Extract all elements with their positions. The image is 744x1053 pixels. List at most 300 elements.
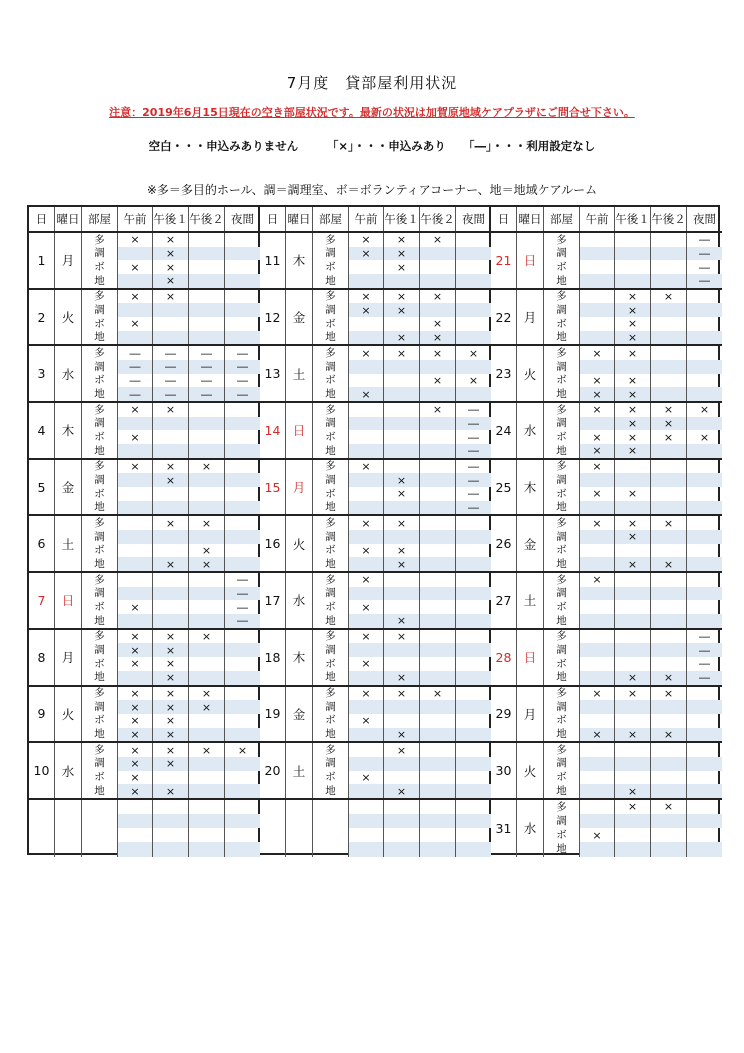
booking-cell (651, 828, 686, 842)
booking-cell (189, 600, 224, 614)
booking-cell: ― (237, 374, 248, 388)
booking-cell (651, 630, 686, 644)
time-slot-column (651, 743, 687, 798)
time-slot-column (189, 516, 225, 571)
booking-cell: × (153, 557, 188, 571)
booking-cell (225, 714, 260, 728)
booking-cell (349, 374, 383, 388)
booking-cell (118, 814, 152, 828)
booking-cell (456, 828, 491, 842)
booking-cell: ― (468, 403, 479, 417)
time-slot-column (118, 290, 153, 345)
day-number: 14 (260, 403, 286, 458)
room-label: 地 (94, 614, 105, 627)
day-number: 11 (260, 233, 286, 288)
booking-cell (349, 260, 383, 274)
booking-cell (420, 614, 455, 628)
booking-cell (384, 842, 419, 856)
booking-cell (349, 671, 383, 685)
booking-cell (687, 784, 722, 798)
booking-cell (651, 317, 686, 331)
time-slot-column (189, 290, 225, 345)
booking-cell (651, 757, 686, 771)
booking-cell: × (361, 600, 371, 614)
time-slot-column (118, 573, 153, 628)
booking-cell (189, 403, 224, 417)
booking-cell: ― (118, 360, 152, 374)
room-abbreviation-note: ※多＝多目的ホール、調＝調理室、ボ＝ボランティアコーナー、地＝地域ケアルーム (146, 183, 598, 197)
booking-cell: × (663, 800, 674, 814)
time-slot-column (189, 460, 225, 515)
time-slot-column (349, 290, 384, 345)
booking-cell (580, 331, 614, 345)
time-slot-column (225, 460, 260, 515)
booking-cell (456, 757, 491, 771)
time-slot-column (225, 516, 260, 571)
booking-cell: ― (165, 346, 176, 360)
header-room: 部屋 (82, 207, 118, 231)
booking-cell (687, 728, 722, 742)
day-number: 18 (260, 630, 286, 685)
room-label: ボ (94, 657, 105, 670)
booking-cell: × (361, 290, 371, 304)
day-number: 17 (260, 573, 286, 628)
booking-cell: × (153, 671, 188, 685)
time-slot-column (153, 743, 189, 798)
booking-cell (420, 800, 455, 814)
weekday-label: 火 (517, 346, 544, 401)
booking-cell (651, 587, 686, 601)
day-number: 10 (29, 743, 55, 798)
page-title: 7月度 貸部屋利用状況 (286, 74, 458, 92)
day-row (29, 403, 260, 460)
booking-cell (420, 714, 455, 728)
room-labels (313, 233, 349, 288)
booking-cell: × (627, 686, 638, 700)
booking-cell (615, 757, 650, 771)
room-label: 調 (94, 247, 105, 260)
room-label: 多 (94, 346, 105, 359)
booking-cell (189, 274, 224, 288)
booking-cell (189, 643, 224, 657)
time-slot-column (651, 687, 687, 742)
booking-cell (118, 800, 152, 814)
booking-cell: ― (468, 487, 479, 501)
time-slot-column (615, 743, 651, 798)
room-labels (313, 800, 349, 857)
booking-cell (456, 516, 491, 530)
time-slot-column (153, 460, 189, 515)
booking-cell (349, 828, 383, 842)
booking-cell: × (201, 630, 212, 644)
booking-cell (225, 303, 260, 317)
booking-cell (189, 828, 224, 842)
room-label (313, 814, 348, 828)
booking-cell: × (153, 643, 188, 657)
time-slot-column (384, 743, 420, 798)
booking-cell (225, 444, 260, 458)
header-am: 午前 (118, 207, 153, 231)
booking-cell (580, 814, 614, 828)
booking-cell: × (153, 274, 188, 288)
booking-cell (420, 544, 455, 558)
booking-cell: × (165, 403, 176, 417)
booking-cell (225, 501, 260, 515)
time-slot-column (384, 573, 420, 628)
booking-cell (420, 814, 455, 828)
time-slot-column (456, 687, 491, 742)
room-label: 調 (556, 530, 567, 543)
booking-cell: × (580, 387, 614, 401)
time-slot-column (615, 403, 651, 458)
booking-cell (687, 530, 722, 544)
booking-cell (153, 573, 188, 587)
booking-cell (153, 331, 188, 345)
room-label: 地 (556, 274, 567, 287)
booking-cell (651, 374, 686, 388)
booking-cell (384, 460, 419, 474)
time-slot-column (189, 743, 225, 798)
room-label: 多 (325, 687, 336, 700)
booking-cell (687, 460, 722, 474)
room-labels (544, 743, 580, 798)
time-slot-column (687, 743, 722, 798)
booking-cell (456, 557, 491, 571)
booking-cell (349, 614, 383, 628)
booking-cell (189, 233, 224, 247)
booking-cell (118, 444, 152, 458)
room-label: 地 (94, 274, 105, 287)
booking-cell (615, 657, 650, 671)
room-label: ボ (556, 260, 567, 273)
weekday-label: 日 (286, 403, 313, 458)
booking-cell (384, 600, 419, 614)
time-slot-column (456, 800, 491, 857)
booking-cell (651, 460, 686, 474)
booking-cell (456, 842, 491, 856)
booking-cell (225, 260, 260, 274)
booking-cell (420, 501, 455, 515)
header-night: 夜間 (693, 212, 716, 226)
booking-cell (189, 800, 224, 814)
header-am: 午前 (349, 207, 384, 231)
time-slot-column (118, 630, 153, 685)
booking-cell (615, 360, 650, 374)
booking-cell (615, 814, 650, 828)
booking-cell (189, 784, 224, 798)
room-labels (82, 460, 118, 515)
booking-cell: × (699, 403, 710, 417)
booking-cell (580, 360, 614, 374)
booking-cell: × (384, 671, 419, 685)
booking-cell (456, 657, 491, 671)
room-label: 多 (325, 290, 336, 303)
room-label: 調 (556, 360, 567, 373)
header-am: 午前 (580, 207, 615, 231)
booking-cell: × (432, 317, 443, 331)
time-slot-column (687, 516, 722, 571)
booking-cell: × (361, 346, 371, 360)
booking-cell (651, 657, 686, 671)
time-slot-column (189, 233, 225, 288)
day-row (260, 516, 491, 573)
room-label: 多 (325, 517, 336, 530)
booking-cell: × (165, 686, 176, 700)
room-label: 多 (94, 517, 105, 530)
booking-cell (456, 290, 491, 304)
booking-cell (651, 260, 686, 274)
room-label: 地 (325, 274, 336, 287)
booking-cell (225, 700, 260, 714)
weekday-label (55, 800, 82, 857)
booking-cell (153, 487, 188, 501)
booking-cell: × (130, 630, 140, 644)
weekday-label: 火 (55, 687, 82, 742)
room-labels (82, 800, 118, 857)
time-slot-column (420, 630, 456, 685)
booking-cell (349, 643, 383, 657)
booking-cell (687, 800, 722, 814)
booking-cell (456, 671, 491, 685)
time-slot-column (153, 290, 189, 345)
booking-cell: × (384, 303, 419, 317)
booking-cell: × (361, 630, 371, 644)
booking-cell (349, 743, 383, 757)
room-labels (544, 290, 580, 345)
booking-cell (651, 530, 686, 544)
booking-cell (189, 728, 224, 742)
day-number: 12 (260, 290, 286, 345)
booking-cell (420, 473, 455, 487)
time-slot-column (580, 743, 615, 798)
booking-cell (225, 784, 260, 798)
booking-cell (687, 714, 722, 728)
booking-cell (225, 487, 260, 501)
booking-cell: × (130, 460, 140, 474)
room-label: ボ (556, 430, 567, 443)
booking-cell: ― (129, 374, 141, 388)
booking-cell: × (361, 686, 371, 700)
day-number: 15 (260, 460, 286, 515)
booking-cell (687, 444, 722, 458)
booking-cell: ― (699, 233, 710, 247)
header-weekday: 曜日 (517, 207, 544, 231)
room-label: ボ (325, 714, 336, 727)
booking-cell (153, 771, 188, 785)
room-label: ボ (325, 544, 336, 557)
booking-cell: × (201, 544, 212, 558)
weekday-label: 土 (286, 743, 313, 798)
booking-cell (580, 501, 614, 515)
header-night: 夜間 (462, 212, 485, 226)
time-slot-column (349, 573, 384, 628)
room-label: 調 (325, 474, 336, 486)
day-row (29, 573, 260, 630)
room-label: 地 (94, 784, 105, 797)
day-row (491, 460, 722, 517)
time-slot-column (456, 573, 491, 628)
time-slot-column (349, 743, 384, 798)
booking-cell (456, 614, 491, 628)
time-slot-column (118, 743, 153, 798)
booking-cell (420, 828, 455, 842)
booking-cell: ― (118, 387, 152, 401)
time-slot-column (118, 800, 153, 857)
room-label: 調 (325, 530, 336, 543)
booking-cell (420, 516, 455, 530)
day-row (260, 743, 491, 800)
booking-cell: ― (456, 417, 491, 431)
booking-cell: × (592, 430, 602, 444)
booking-cell: × (361, 233, 371, 247)
room-label: 地 (94, 671, 105, 684)
day-number: 6 (29, 516, 55, 571)
booking-cell (615, 600, 650, 614)
room-label: 多 (94, 687, 105, 700)
booking-cell (651, 387, 686, 401)
booking-cell: × (396, 346, 407, 360)
time-slot-column (615, 346, 651, 401)
booking-cell (420, 444, 455, 458)
room-labels (544, 630, 580, 685)
room-label: 多 (556, 233, 567, 246)
day-number: 16 (260, 516, 286, 571)
booking-cell (225, 530, 260, 544)
time-slot-column (189, 573, 225, 628)
booking-cell: × (361, 460, 371, 474)
room-label: 地 (325, 614, 336, 627)
room-label: ボ (556, 601, 567, 614)
booking-cell: × (627, 516, 638, 530)
booking-cell (420, 303, 455, 317)
booking-cell (687, 757, 722, 771)
booking-cell: ― (189, 360, 224, 374)
room-label: ボ (94, 601, 105, 614)
day-number: 21 (491, 233, 517, 288)
time-slot-column (384, 630, 420, 685)
day-number: 24 (491, 403, 517, 458)
booking-cell (580, 842, 614, 856)
room-label: 調 (556, 247, 567, 260)
booking-cell (687, 828, 722, 842)
day-row (491, 290, 722, 347)
booking-cell (687, 771, 722, 785)
time-slot-column (384, 516, 420, 571)
room-label: ボ (556, 487, 567, 500)
booking-cell: × (396, 233, 407, 247)
booking-cell (189, 247, 224, 261)
time-slot-column (349, 687, 384, 742)
room-label: ボ (94, 714, 105, 727)
time-slot-column (118, 403, 153, 458)
time-slot-column (580, 687, 615, 742)
room-label: 調 (325, 757, 336, 770)
time-slot-column (615, 800, 651, 857)
room-label: ボ (94, 374, 105, 387)
room-labels (313, 346, 349, 401)
booking-cell (349, 444, 383, 458)
room-label: 地 (325, 444, 336, 457)
booking-cell (651, 233, 686, 247)
booking-cell: × (396, 260, 407, 274)
time-slot-column (456, 403, 491, 458)
time-slot-column (384, 687, 420, 742)
booking-cell: ― (225, 387, 260, 401)
booking-cell (118, 842, 152, 856)
booking-cell (225, 657, 260, 671)
weekday-label: 月 (55, 233, 82, 288)
booking-cell (687, 516, 722, 530)
booking-cell (384, 814, 419, 828)
booking-cell: × (165, 460, 176, 474)
time-slot-column (420, 460, 456, 515)
booking-cell (420, 771, 455, 785)
booking-cell (349, 430, 383, 444)
booking-cell (384, 387, 419, 401)
day-number: 1 (29, 233, 55, 288)
booking-cell: × (592, 346, 602, 360)
booking-cell: ― (687, 274, 722, 288)
booking-cell: × (165, 714, 176, 728)
booking-cell (118, 587, 152, 601)
booking-cell (384, 417, 419, 431)
booking-cell (580, 303, 614, 317)
schedule-table (27, 205, 720, 855)
day-number: 28 (491, 630, 517, 685)
booking-cell (225, 417, 260, 431)
booking-cell (420, 557, 455, 571)
booking-cell (118, 614, 152, 628)
booking-cell (349, 473, 383, 487)
room-label: 多 (325, 403, 336, 416)
weekday-label: 月 (517, 687, 544, 742)
room-label (313, 800, 348, 814)
booking-cell (349, 728, 383, 742)
day-row (260, 573, 491, 630)
time-slot-column (456, 233, 491, 288)
booking-cell: × (615, 557, 650, 571)
booking-cell: ― (687, 643, 722, 657)
time-slot-column (687, 573, 722, 628)
booking-cell (456, 784, 491, 798)
time-slot-column (153, 630, 189, 685)
booking-cell (651, 501, 686, 515)
booking-cell (189, 290, 224, 304)
time-slot-column (651, 460, 687, 515)
booking-cell: × (396, 630, 407, 644)
day-number: 31 (491, 800, 517, 857)
time-slot-column (456, 630, 491, 685)
booking-cell: × (130, 290, 140, 304)
booking-cell (225, 403, 260, 417)
day-row (29, 800, 260, 857)
room-label: 調 (325, 644, 336, 657)
time-slot-column (420, 290, 456, 345)
room-label: 多 (556, 800, 567, 813)
booking-cell (651, 544, 686, 558)
booking-cell (118, 544, 152, 558)
time-slot-column (651, 800, 687, 857)
booking-cell (118, 573, 152, 587)
time-slot-column (225, 233, 260, 288)
room-labels (82, 516, 118, 571)
header-pm1: 午後１ (153, 207, 189, 231)
booking-cell: × (592, 374, 602, 388)
booking-cell (118, 303, 152, 317)
booking-cell (153, 530, 188, 544)
booking-cell (153, 317, 188, 331)
booking-cell (384, 771, 419, 785)
